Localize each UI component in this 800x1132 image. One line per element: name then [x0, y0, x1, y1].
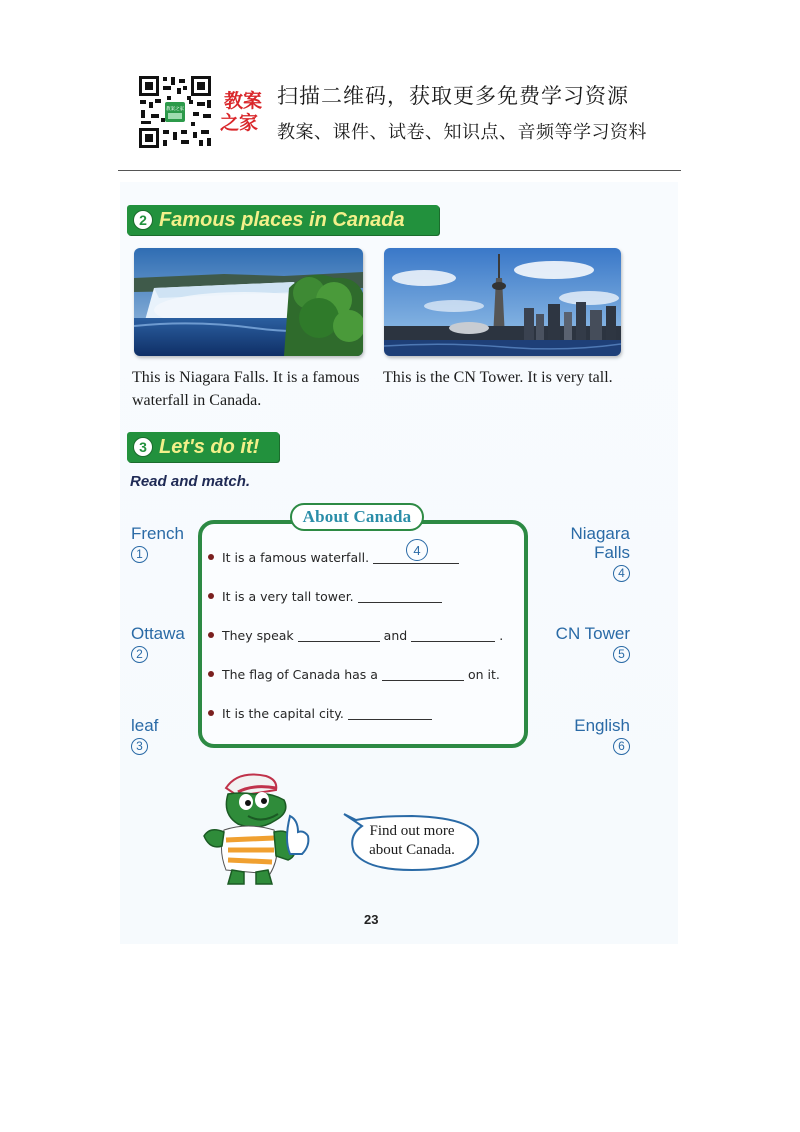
- word-english: [574, 716, 630, 755]
- sentence-4: [208, 667, 500, 682]
- answer-blank[interactable]: [373, 563, 459, 564]
- sentence-3: [208, 628, 503, 643]
- answer-blank[interactable]: [382, 680, 464, 681]
- cn-tower-caption: This is the CN Tower. It is very tall.: [383, 369, 613, 386]
- bullet-dot: [208, 593, 214, 599]
- word-label-line1: Niagara: [570, 524, 630, 543]
- bubble-line1: Find out more: [369, 823, 455, 839]
- bullet-dot: [208, 554, 214, 560]
- brand-line2: 之家: [220, 112, 259, 134]
- bullet-dot: [208, 710, 214, 716]
- word-french: [131, 524, 184, 563]
- answer-blank[interactable]: [411, 641, 495, 642]
- section3-title-bar: [127, 432, 279, 462]
- word-cn-tower: [556, 624, 630, 663]
- sentence-end: on it.: [467, 667, 500, 682]
- bubble-line2: about Canada.: [369, 842, 455, 858]
- about-canada-title: About Canada: [290, 503, 424, 531]
- sentence-2: [208, 589, 446, 604]
- header-promo-line1: 扫描二维码，获取更多免费学习资源: [277, 84, 629, 108]
- word-label-line2: Falls: [594, 543, 630, 562]
- sentence-middle: and: [383, 628, 408, 643]
- bullet-dot: [208, 671, 214, 677]
- section2-number: 2: [133, 210, 153, 230]
- cn-tower-photo: [384, 248, 621, 356]
- answer-blank[interactable]: [358, 602, 442, 603]
- word-number: 3: [131, 738, 148, 755]
- textbook-page: [120, 182, 678, 944]
- sentence-end: .: [499, 628, 504, 643]
- example-answer-circle: 4: [406, 539, 428, 561]
- instruction-text: Read and match.: [130, 473, 251, 490]
- crocodile-mascot-illustration: [198, 770, 318, 888]
- answer-blank[interactable]: [348, 719, 432, 720]
- niagara-caption: This is Niagara Falls. It is a famous waterfall in Canada.: [132, 369, 360, 409]
- section2-title: Famous places in Canada: [159, 208, 405, 231]
- qr-center-label: 教案之家: [166, 107, 184, 112]
- section3-title: Let's do it!: [159, 435, 260, 458]
- niagara-falls-photo: [134, 248, 363, 356]
- section2-title-bar: [127, 205, 439, 235]
- word-number: 5: [613, 646, 630, 663]
- word-number: 6: [613, 738, 630, 755]
- word-label: English: [574, 716, 630, 735]
- word-label: CN Tower: [555, 624, 630, 643]
- word-number: 1: [131, 546, 148, 563]
- brand-line1: 教案: [224, 90, 263, 112]
- sentence-text: It is a famous waterfall.: [222, 550, 370, 565]
- answer-blank[interactable]: [298, 641, 380, 642]
- sentence-text: It is a very tall tower.: [222, 589, 354, 604]
- sentence-text: It is the capital city.: [222, 706, 344, 721]
- sentence-5: [208, 706, 436, 721]
- word-label: Ottawa: [131, 624, 185, 643]
- word-label: leaf: [131, 716, 159, 735]
- word-label: French: [131, 524, 184, 543]
- word-number: 4: [613, 565, 630, 582]
- word-ottawa: [131, 624, 185, 663]
- qr-code: [137, 74, 213, 150]
- sentence-text: The flag of Canada has a: [222, 667, 378, 682]
- page-number: 23: [364, 912, 379, 927]
- word-niagara-falls: [570, 524, 630, 582]
- header-divider: [118, 170, 681, 171]
- bullet-dot: [208, 632, 214, 638]
- header-promo-line2: 教案、课件、试卷、知识点、音频等学习资料: [277, 122, 647, 143]
- speech-bubble-text: [350, 822, 474, 860]
- sentence-text: They speak: [222, 628, 294, 643]
- word-number: 2: [131, 646, 148, 663]
- section3-number: 3: [133, 437, 153, 457]
- brand-logo: [220, 90, 272, 134]
- word-leaf: [131, 716, 158, 755]
